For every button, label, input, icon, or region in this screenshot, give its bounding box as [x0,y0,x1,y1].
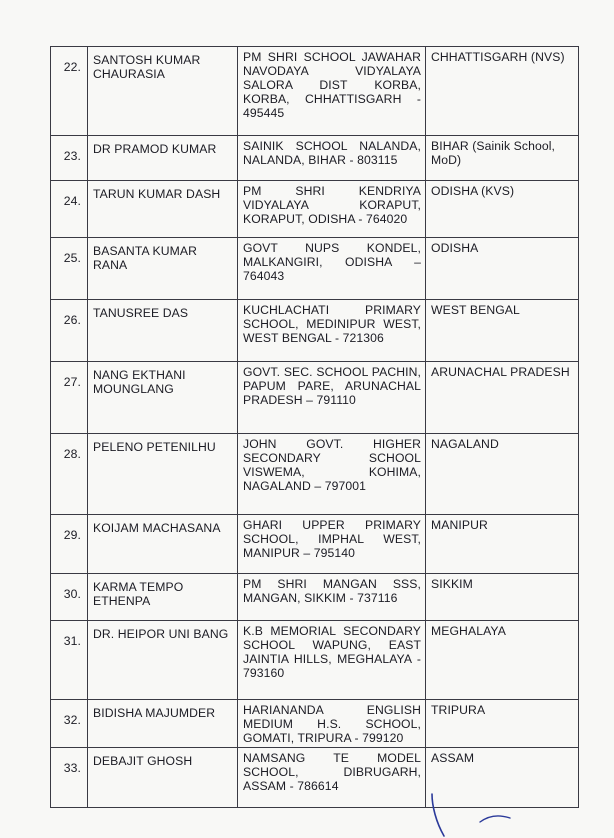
school-address: K.B MEMORIAL SECONDARY SCHOOL WAPUNG, EAST JAINTIA HILLS, MEGHALAYA - 793160 [238,621,426,700]
school-address: GOVT NUPS KONDEL, MALKANGIRI, ODISHA – 764043 [238,238,426,300]
serial-number: 25. [51,238,88,300]
school-address: SAINIK SCHOOL NALANDA, NALANDA, BIHAR - 803115 [238,136,426,181]
state-name: WEST BENGAL [426,300,579,362]
school-address: JOHN GOVT. HIGHER SECONDARY SCHOOL VISWEMA, KOHIMA, NAGALAND – 797001 [238,434,426,515]
teacher-name: TANUSREE DAS [88,300,238,362]
serial-number: 29. [51,515,88,574]
state-name: MANIPUR [426,515,579,574]
state-name: ARUNACHAL PRADESH [426,362,579,434]
teacher-name: KARMA TEMPO ETHENPA [88,574,238,621]
serial-number: 27. [51,362,88,434]
signature-mark [418,792,528,838]
school-address: GOVT. SEC. SCHOOL PACHIN, PAPUM PARE, ARUNACHAL PRADESH – 791110 [238,362,426,434]
state-name: TRIPURA [426,700,579,748]
table-row [51,300,579,362]
table-row [51,700,579,748]
teacher-name: PELENO PETENILHU [88,434,238,515]
school-address: PM SHRI KENDRIYA VIDYALAYA KORAPUT, KORAPUT, ODISHA - 764020 [238,181,426,238]
serial-number: 22. [51,47,88,136]
state-name: MEGHALAYA [426,621,579,700]
table-row [51,362,579,434]
teacher-name: NANG EKTHANI MOUNGLANG [88,362,238,434]
school-address: GHARI UPPER PRIMARY SCHOOL, IMPHAL WEST, MANIPUR – 795140 [238,515,426,574]
serial-number: 31. [51,621,88,700]
state-name: CHHATTISGARH (NVS) [426,47,579,136]
serial-number: 26. [51,300,88,362]
teacher-name: TARUN KUMAR DASH [88,181,238,238]
table-row [51,621,579,700]
teacher-name: BIDISHA MAJUMDER [88,700,238,748]
serial-number: 24. [51,181,88,238]
awardee-table [50,46,579,808]
table-row [51,136,579,181]
state-name: BIHAR (Sainik School, MoD) [426,136,579,181]
school-address: HARIANANDA ENGLISH MEDIUM H.S. SCHOOL, GOMATI, TRIPURA - 799120 [238,700,426,748]
state-name: NAGALAND [426,434,579,515]
serial-number: 30. [51,574,88,621]
table-row [51,515,579,574]
serial-number: 23. [51,136,88,181]
teacher-name: DEBAJIT GHOSH [88,748,238,808]
school-address: NAMSANG TE MODEL SCHOOL, DIBRUGARH, ASSAM - 786614 [238,748,426,808]
table-row [51,238,579,300]
teacher-name: KOIJAM MACHASANA [88,515,238,574]
table-row [51,181,579,238]
school-address: PM SHRI SCHOOL JAWAHAR NAVODAYA VIDYALAYA SALORA DIST KORBA, KORBA, CHHATTISGARH - 495445 [238,47,426,136]
table-row [51,47,579,136]
state-name: ODISHA [426,238,579,300]
serial-number: 28. [51,434,88,515]
table-row [51,434,579,515]
serial-number: 33. [51,748,88,808]
teacher-name: DR. HEIPOR UNI BANG [88,621,238,700]
state-name: ODISHA (KVS) [426,181,579,238]
table-row [51,574,579,621]
teacher-name: SANTOSH KUMAR CHAURASIA [88,47,238,136]
state-name: ASSAM [426,748,579,808]
teacher-name: DR PRAMOD KUMAR [88,136,238,181]
school-address: KUCHLACHATI PRIMARY SCHOOL, MEDINIPUR WEST, WEST BENGAL - 721306 [238,300,426,362]
serial-number: 32. [51,700,88,748]
school-address: PM SHRI MANGAN SSS, MANGAN, SIKKIM - 737116 [238,574,426,621]
teacher-name: BASANTA KUMAR RANA [88,238,238,300]
state-name: SIKKIM [426,574,579,621]
